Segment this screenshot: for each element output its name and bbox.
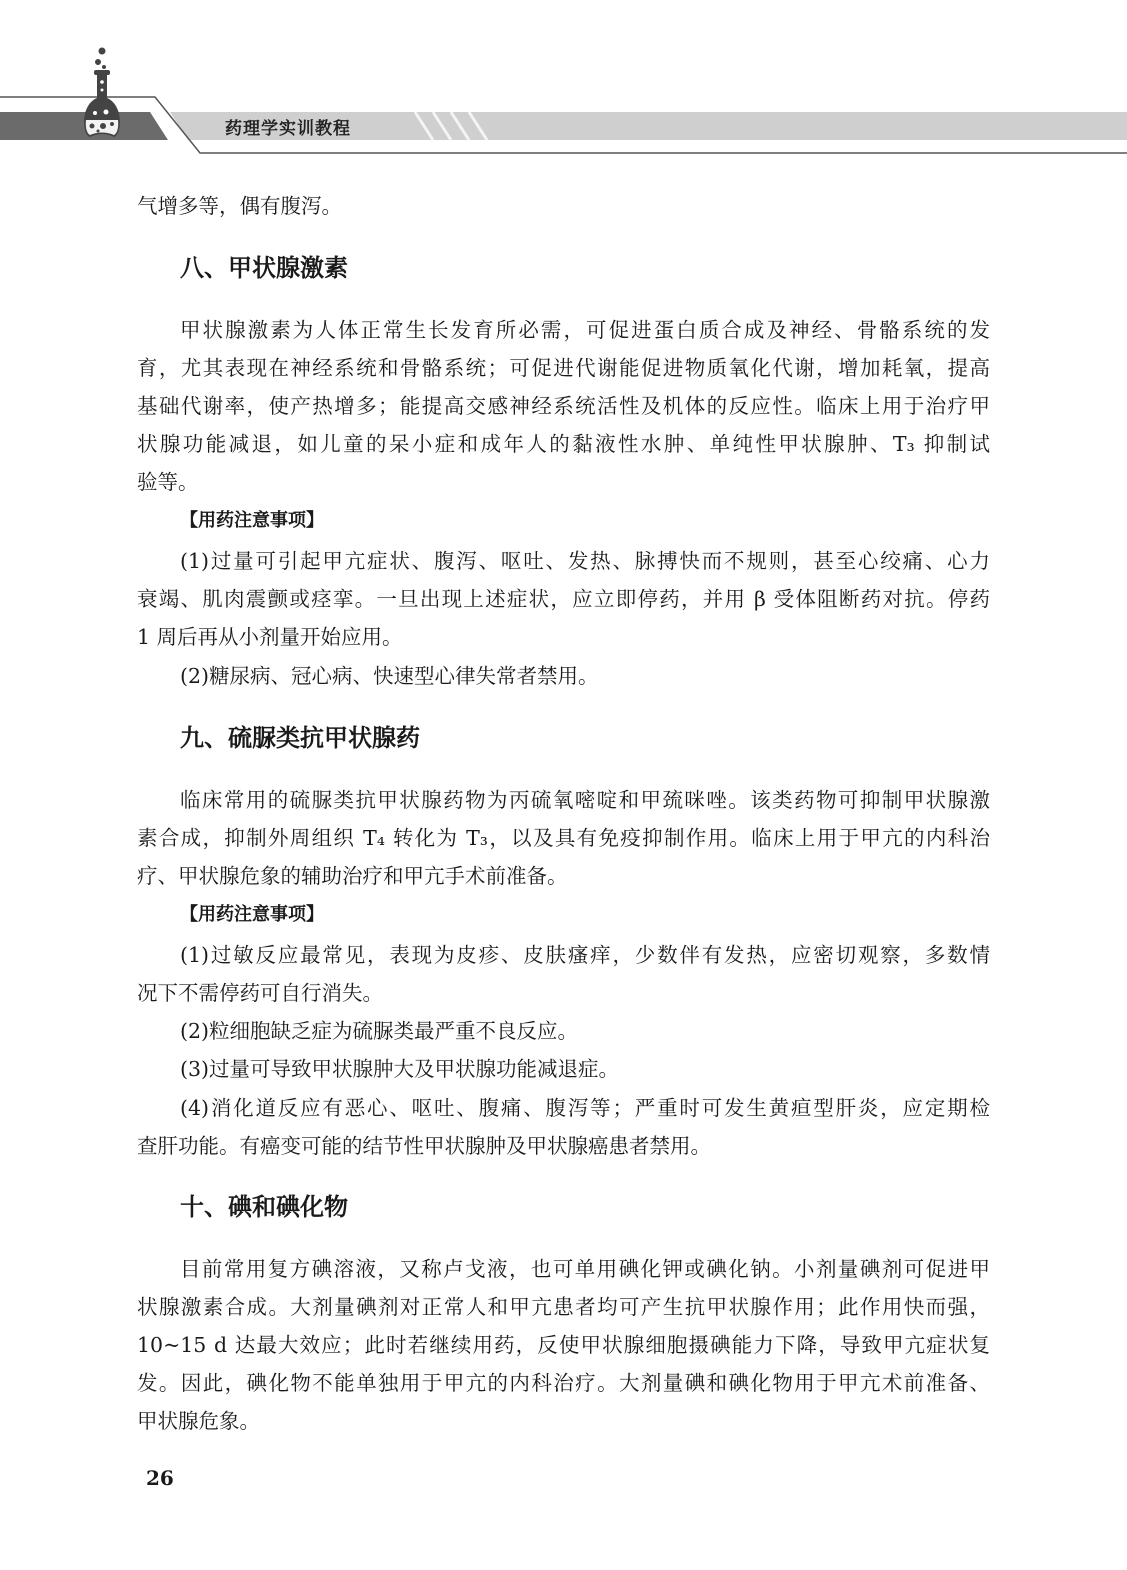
text-line: (2)糖尿病、冠心病、快速型心律失常者禁用。: [180, 664, 599, 688]
book-title: 药理学实训教程: [225, 119, 351, 139]
paragraph-thiourea: [137, 781, 990, 895]
text-line: (2)粒细胞缺乏症为硫脲类最严重不良反应。: [180, 1019, 579, 1043]
section-heading-thyroid-hormone: 八、甲状腺激素: [180, 254, 348, 282]
text-line: 气增多等，偶有腹泻。: [137, 194, 342, 218]
section-heading-iodine: 十、碘和碘化物: [180, 1193, 348, 1221]
note-item: [137, 1012, 990, 1050]
text-line: (3)过量可导致甲状腺肿大及甲状腺功能减退症。: [180, 1057, 620, 1081]
text-line: 目前常用复方碘溶液，又称卢戈液，也可单用碘化钾或碘化钠。小剂量碘剂可促进甲: [180, 1257, 990, 1281]
header-decoration: [0, 0, 1127, 170]
text-line: 临床常用的硫脲类抗甲状腺药物为丙硫氧嘧啶和甲巯咪唑。该类药物可抑制甲状腺激: [180, 788, 990, 812]
text-line: 素合成，抑制外周组织 T₄ 转化为 T₃，以及具有免疫抑制作用。临床上用于甲亢的内科治: [137, 826, 990, 850]
flask-icon: [84, 48, 120, 138]
text-line: 基础代谢率，使产热增多；能提高交感神经系统活性及机体的反应性。临床上用于治疗甲: [137, 394, 990, 418]
text-line: 甲状腺激素为人体正常生长发育所必需，可促进蛋白质合成及神经、骨骼系统的发: [180, 318, 990, 342]
text-line: 10~15 d 达最大效应；此时若继续用药，反使甲状腺细胞摄碘能力下降，导致甲亢症状复: [137, 1333, 990, 1357]
note-item: [137, 1089, 990, 1165]
medication-notes-label: 【用药注意事项】: [180, 904, 324, 925]
text-line: 验等。: [137, 470, 199, 494]
text-line: (1)过量可引起甲亢症状、腹泻、呕吐、发热、脉搏快而不规则，甚至心绞痛、心力: [180, 549, 990, 573]
section-heading-thiourea: 九、硫脲类抗甲状腺药: [180, 724, 420, 752]
text-line: 甲状腺危象。: [137, 1409, 260, 1433]
paragraph-continuation: [137, 187, 990, 225]
text-line: 育，尤其表现在神经系统和骨骼系统；可促进代谢能促进物质氧化代谢，增加耗氧，提高: [137, 356, 990, 380]
note-item: [137, 542, 990, 656]
note-item: [137, 657, 990, 695]
running-header: [0, 0, 1127, 170]
text-line: (1)过敏反应最常见，表现为皮疹、皮肤瘙痒，少数伴有发热，应密切观察，多数情: [180, 943, 990, 967]
note-item: [137, 936, 990, 1012]
text-line: 发。因此，碘化物不能单独用于甲亢的内科治疗。大剂量碘和碘化物用于甲亢术前准备、: [137, 1371, 990, 1395]
text-line: 状腺激素合成。大剂量碘剂对正常人和甲亢患者均可产生抗甲状腺作用；此作用快而强，: [137, 1295, 990, 1319]
text-line: 疗、甲状腺危象的辅助治疗和甲亢手术前准备。: [137, 864, 568, 888]
text-line: 查肝功能。有癌变可能的结节性甲状腺肿及甲状腺癌患者禁用。: [137, 1134, 711, 1158]
text-line: 况下不需停药可自行消失。: [137, 981, 383, 1005]
text-line: 衰竭、肌肉震颤或痉挛。一旦出现上述症状，应立即停药，并用 β 受体阻断药对抗。停药: [137, 587, 990, 611]
text-line: (4)消化道反应有恶心、呕吐、腹痛、腹泻等；严重时可发生黄疸型肝炎，应定期检: [180, 1096, 990, 1120]
page-number: 26: [146, 1466, 174, 1490]
paragraph-iodine: [137, 1250, 990, 1440]
text-line: 状腺功能减退，如儿童的呆小症和成年人的黏液性水肿、单纯性甲状腺肿、T₃ 抑制试: [137, 432, 990, 456]
medication-notes-label: 【用药注意事项】: [180, 510, 324, 531]
text-line: 1 周后再从小剂量开始应用。: [137, 625, 403, 649]
note-item: [137, 1050, 990, 1088]
paragraph-thyroid-hormone: [137, 311, 990, 501]
